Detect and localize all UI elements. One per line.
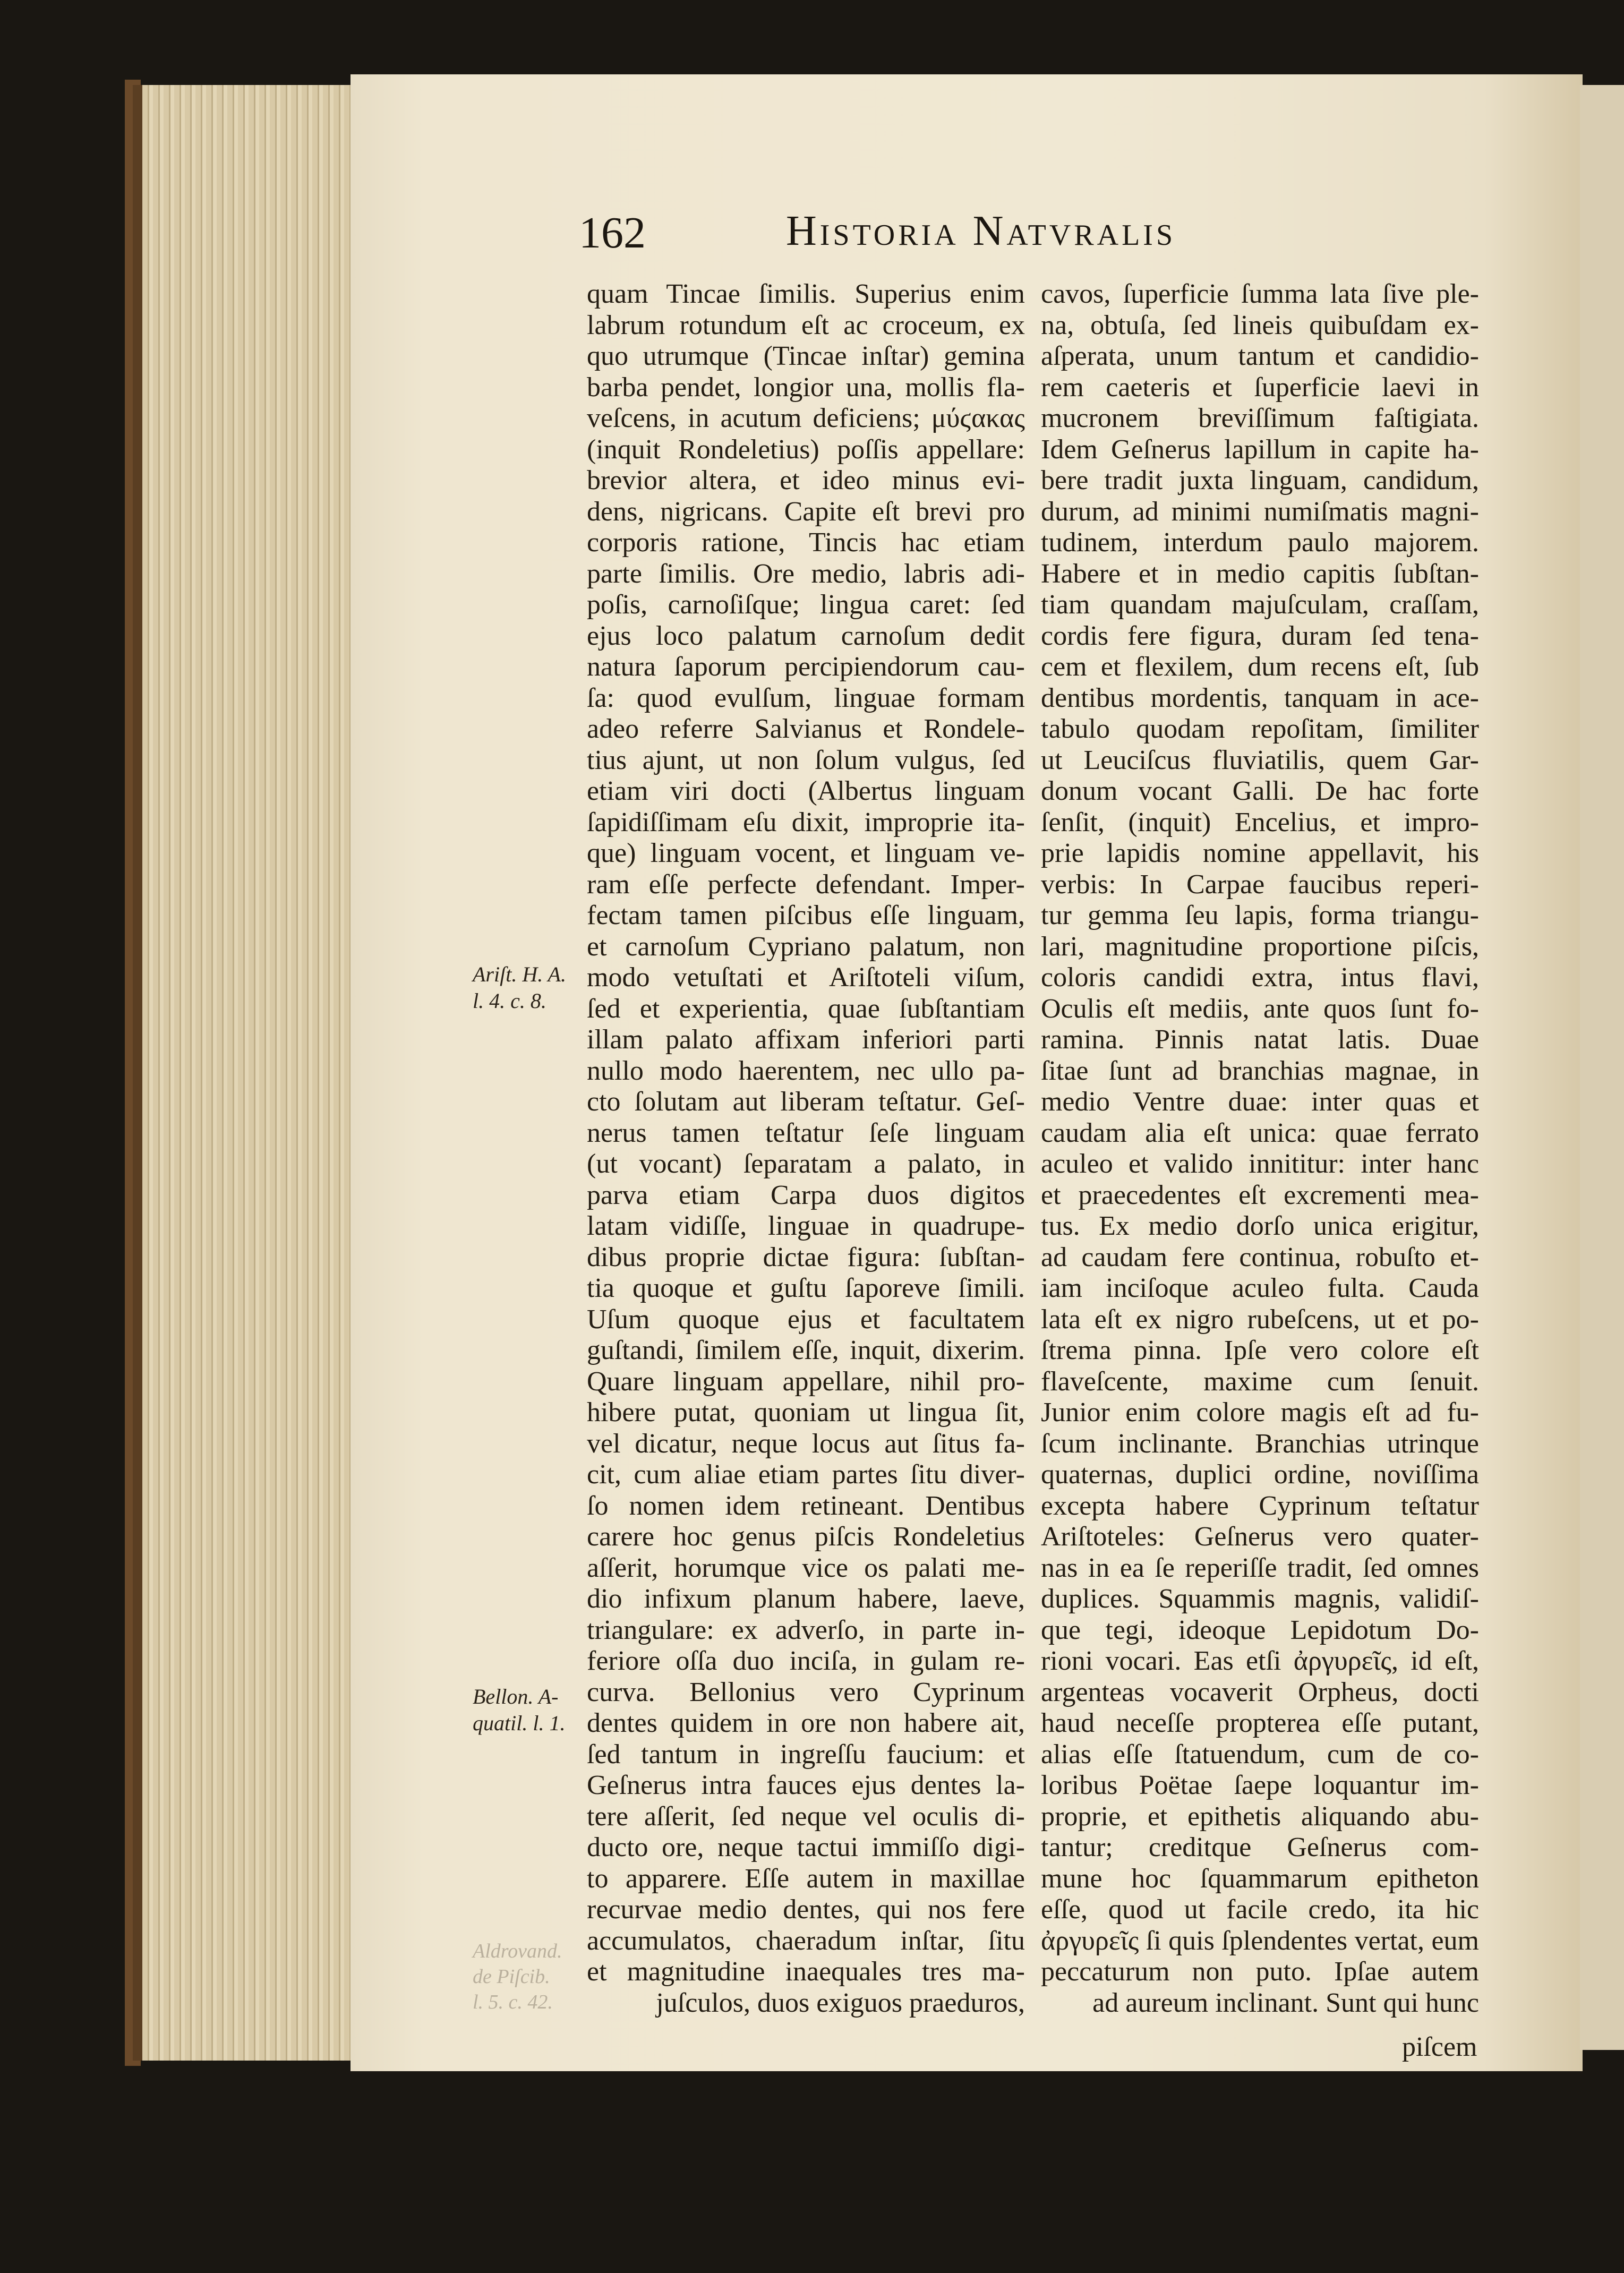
bleed-through-line: de Piſcib. <box>473 1966 550 1988</box>
text-line: ſo nomen idem retineant. Dentibus <box>587 1490 1025 1521</box>
text-line: rioni vocari. Eas etſi ἀργυρεῖς, id eſt, <box>1041 1646 1479 1676</box>
text-line: ramina. Pinnis natat latis. Duae <box>1041 1024 1479 1055</box>
text-line: ſenſit, (inquit) Encelius, et impro- <box>1041 807 1479 838</box>
text-line: cit, cum aliae etiam partes ſitu diver- <box>587 1459 1025 1490</box>
page-stack-edge <box>133 85 365 2061</box>
page-number: 162 <box>579 208 646 258</box>
text-line: caudam alia eſt unica: quae ferrato <box>1041 1117 1479 1148</box>
text-line: et magnitudine inaequales tres ma- <box>587 1956 1025 1987</box>
text-line: Idem Geſnerus lapillum in capite ha- <box>1041 434 1479 465</box>
text-line: tere aſſerit, ſed neque vel oculis di- <box>587 1801 1025 1832</box>
text-line: triangulare: ex adverſo, in parte in- <box>587 1614 1025 1645</box>
text-line: nullo modo haerentem, nec ullo pa- <box>587 1055 1025 1086</box>
text-line: flaveſcente, maxime cum ſenuit. <box>1041 1366 1479 1397</box>
text-line: accumulatos, chaeradum inſtar, ſitu <box>587 1925 1025 1956</box>
text-line: etiam viri docti (Albertus linguam <box>587 776 1025 806</box>
text-line: peccaturum non puto. Ipſae autem <box>1041 1956 1479 1987</box>
text-line: quaternas, duplici ordine, noviſſima <box>1041 1459 1479 1490</box>
text-line: tur gemma ſeu lapis, forma triangu- <box>1041 900 1479 930</box>
text-line: aſſerit, horumque vice os palati me- <box>587 1552 1025 1583</box>
text-line: donum vocant Galli. De hac forte <box>1041 776 1479 806</box>
text-line: aſperata, unum tantum et candidio- <box>1041 341 1479 371</box>
marginal-note-aristotle <box>473 961 566 1014</box>
catchword: piſcem <box>1402 2032 1477 2062</box>
text-line: ſed tantum in ingreſſu faucium: et <box>587 1739 1025 1770</box>
text-line: que) linguam vocent, et linguam ve- <box>587 838 1025 868</box>
text-line: mune hoc ſquammarum epitheton <box>1041 1863 1479 1894</box>
text-line: Geſnerus intra fauces ejus dentes la- <box>587 1770 1025 1800</box>
text-line: cem et flexilem, dum recens eſt, ſub <box>1041 652 1479 682</box>
text-line: guſtandi, ſimilem eſſe, inquit, dixerim. <box>587 1335 1025 1365</box>
text-line: Habere et in medio capitis ſubſtan- <box>1041 558 1479 589</box>
text-line: ad aureum inclinant. Sunt qui hunc <box>1092 1987 1479 2018</box>
text-line: parva etiam Carpa duos digitos <box>587 1180 1025 1210</box>
text-line: quam Tincae ſimilis. Superius enim <box>587 279 1025 309</box>
text-line: ſitae ſunt ad branchias magnae, in <box>1041 1055 1479 1086</box>
text-line: carere hoc genus piſcis Rondeletius <box>587 1522 1025 1552</box>
text-line: ſed et experientia, quae ſubſtantiam <box>587 993 1025 1024</box>
text-line: tius ajunt, ut non ſolum vulgus, ſed <box>587 745 1025 775</box>
text-line: rem caeteris et ſuperficie laevi in <box>1041 372 1479 403</box>
text-line: tus. Ex medio dorſo unica erigitur, <box>1041 1211 1479 1241</box>
marginal-note-line: l. 4. c. 8. <box>473 989 546 1013</box>
text-line: dibus proprie dictae figura: ſubſtan- <box>587 1242 1025 1272</box>
text-line: barba pendet, longior una, mollis fla- <box>587 372 1025 403</box>
text-line: vel dicatur, neque locus aut ſitus fa- <box>587 1428 1025 1459</box>
text-line: quo utrumque (Tincae inſtar) gemina <box>587 341 1025 371</box>
text-line: ducto ore, neque tactui immiſſo digi- <box>587 1832 1025 1862</box>
text-line: lari, magnitudine proportione piſcis, <box>1041 931 1479 962</box>
text-line: prie lapidis nomine appellavit, his <box>1041 838 1479 868</box>
text-line: Uſum quoque ejus et facultatem <box>587 1304 1025 1335</box>
running-title: Historia Natvralis <box>786 208 1176 254</box>
text-line: hibere putat, quoniam ut lingua ſit, <box>587 1397 1025 1428</box>
text-line: nas in ea ſe reperiſſe tradit, ſed omnes <box>1041 1552 1479 1583</box>
text-line: durum, ad minimi numiſmatis magni- <box>1041 496 1479 527</box>
text-line: ἀργυρεῖς ſi quis ſplendentes vertat, eum <box>1041 1925 1479 1956</box>
text-line: dentibus mordentis, tanquam in ace- <box>1041 682 1479 713</box>
marginal-note-bellonius <box>473 1684 565 1737</box>
text-line: illam palato affixam inferiori parti <box>587 1024 1025 1055</box>
text-line: cordis fere figura, duram ſed tena- <box>1041 620 1479 651</box>
text-line: ad caudam fere continua, robuſto et- <box>1041 1242 1479 1272</box>
text-line: bere tradit juxta linguam, candidum, <box>1041 465 1479 495</box>
text-line: dio infixum planum habere, laeve, <box>587 1584 1025 1614</box>
text-line: tia quoque et guſtu ſaporeve ſimili. <box>587 1273 1025 1303</box>
text-column-left <box>587 279 1025 2019</box>
text-line: haud neceſſe propterea eſſe putant, <box>1041 1708 1479 1738</box>
text-line: verbis: In Carpae faucibus reperi- <box>1041 869 1479 900</box>
text-line: proprie, et epithetis aliquando abu- <box>1041 1801 1479 1832</box>
text-line: fectam tamen piſcibus eſſe linguam, <box>587 900 1025 930</box>
text-line: modo vetuſtati et Ariſtoteli viſum, <box>587 962 1025 993</box>
marginal-note-line: quatil. l. 1. <box>473 1711 566 1735</box>
text-line: ut Leuciſcus fluviatilis, quem Gar- <box>1041 745 1479 775</box>
text-line: adeo referre Salvianus et Rondele- <box>587 714 1025 744</box>
bleed-through-line: Aldrovand. <box>473 1940 562 1962</box>
text-line: medio Ventre duae: inter quas et <box>1041 1087 1479 1117</box>
text-line: eſſe, quod ut facile credo, ita hic <box>1041 1894 1479 1925</box>
text-line: ſcum inclinante. Branchias utrinque <box>1041 1428 1479 1459</box>
text-line: argenteas vocaverit Orpheus, docti <box>1041 1677 1479 1707</box>
text-line: ram eſſe perfecte defendant. Imper- <box>587 869 1025 900</box>
text-line: alias eſſe ſtatuendum, cum de co- <box>1041 1739 1479 1770</box>
text-line: Junior enim colore magis eſt ad fu- <box>1041 1397 1479 1428</box>
text-line: aculeo et valido innititur: inter hanc <box>1041 1149 1479 1179</box>
text-line: na, obtuſa, ſed lineis quibuſdam ex- <box>1041 310 1479 340</box>
text-line: poſis, carnoſiſque; lingua caret: ſed <box>587 589 1025 620</box>
text-line: excepta habere Cyprinum teſtatur <box>1041 1490 1479 1521</box>
page-header <box>579 207 1275 266</box>
text-line: Oculis eſt mediis, ante quos ſunt fo- <box>1041 993 1479 1024</box>
text-line: tabulo quodam repoſitam, ſimiliter <box>1041 714 1479 744</box>
text-line: tudinem, interdum paulo majorem. <box>1041 527 1479 558</box>
text-column-right <box>1041 279 1479 2019</box>
text-line: loribus Poëtae ſaepe loquantur im- <box>1041 1770 1479 1800</box>
text-line: ſa: quod evulſum, linguae formam <box>587 682 1025 713</box>
text-line: et carnoſum Cypriano palatum, non <box>587 931 1025 962</box>
text-line: ſapidiſſimam eſu dixit, improprie ita- <box>587 807 1025 838</box>
text-line: feriore oſſa duo inciſa, in gulam re- <box>587 1646 1025 1676</box>
text-line: nerus tamen teſtatur ſeſe linguam <box>587 1117 1025 1148</box>
text-line: labrum rotundum eſt ac croceum, ex <box>587 310 1025 340</box>
text-line: dens, nigricans. Capite eſt brevi pro <box>587 496 1025 527</box>
text-line: et praecedentes eſt excrementi mea- <box>1041 1180 1479 1210</box>
text-line: juſculos, duos exiguos praeduros, <box>656 1987 1025 2018</box>
text-line: parte ſimilis. Ore medio, labris adi- <box>587 558 1025 589</box>
text-line: latam vidiſſe, linguae in quadrupe- <box>587 1211 1025 1241</box>
text-line: que tegi, ideoque Lepidotum Do- <box>1041 1614 1479 1645</box>
text-line: recurvae medio dentes, qui nos fere <box>587 1894 1025 1925</box>
text-line: corporis ratione, Tincis hac etiam <box>587 527 1025 558</box>
text-line: tantur; creditque Geſnerus com- <box>1041 1832 1479 1862</box>
text-line: (inquit Rondeletius) poſſis appellare: <box>587 434 1025 465</box>
text-line: Quare linguam appellare, nihil pro- <box>587 1366 1025 1397</box>
text-line: veſcens, in acutum deficiens; μύϛακας <box>587 403 1025 433</box>
text-line: dentes quidem in ore non habere ait, <box>587 1708 1025 1738</box>
marginal-note-line: Ariſt. H. A. <box>473 962 566 986</box>
text-line: brevior altera, et ideo minus evi- <box>587 465 1025 495</box>
marginal-note-line: Bellon. A- <box>473 1685 559 1708</box>
text-line: Ariſtoteles: Geſnerus vero quater- <box>1041 1522 1479 1552</box>
bleed-through-marginal-note <box>473 1938 562 2015</box>
text-line: tiam quandam majuſculam, craſſam, <box>1041 589 1479 620</box>
text-line: (ut vocant) ſeparatam a palato, in <box>587 1149 1025 1179</box>
text-line: to apparere. Eſſe autem in maxillae <box>587 1863 1025 1894</box>
text-line: coloris candidi extra, intus flavi, <box>1041 962 1479 993</box>
text-line: iam inciſoque aculeo fulta. Cauda <box>1041 1273 1479 1303</box>
text-line: cto ſolutam aut liberam teſtatur. Geſ- <box>587 1087 1025 1117</box>
text-line: ſtrema pinna. Ipſe vero colore eſt <box>1041 1335 1479 1365</box>
text-line: lata eſt ex nigro rubeſcens, ut et po- <box>1041 1304 1479 1335</box>
bleed-through-line: l. 5. c. 42. <box>473 1991 553 2013</box>
text-line: ejus loco palatum carnoſum dedit <box>587 620 1025 651</box>
text-line: cavos, ſuperficie ſumma lata ſive ple- <box>1041 279 1479 309</box>
text-line: duplices. Squammis magnis, validiſ- <box>1041 1584 1479 1614</box>
text-line: curva. Bellonius vero Cyprinum <box>587 1677 1025 1707</box>
adjacent-page-edge <box>1580 85 1624 2050</box>
text-line: mucronem breviſſimum faſtigiata. <box>1041 403 1479 433</box>
text-line: natura ſaporum percipiendorum cau- <box>587 652 1025 682</box>
